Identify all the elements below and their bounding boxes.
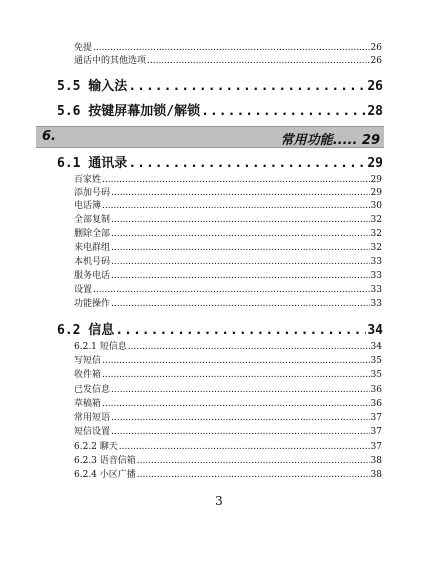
toc-entry[interactable] bbox=[74, 469, 382, 481]
leader-dots bbox=[111, 242, 370, 254]
toc-entry-label: 电话簿 bbox=[74, 201, 102, 211]
toc-entry-page: 38 bbox=[370, 470, 382, 480]
toc-entry-label: 百家姓 bbox=[74, 175, 102, 185]
toc-entry-label: 短信设置 bbox=[74, 427, 111, 437]
toc-entry-page: 37 bbox=[370, 413, 382, 423]
toc-entry-page: 35 bbox=[370, 356, 382, 366]
toc-entry-label: 通话中的其他选项 bbox=[74, 56, 147, 66]
leader-dots bbox=[102, 369, 370, 381]
toc-entry-label: 全部复制 bbox=[74, 215, 111, 225]
toc-entry[interactable] bbox=[74, 384, 382, 396]
toc-entry[interactable] bbox=[74, 228, 382, 240]
toc-entry-label: 6.2.1 短信息 bbox=[74, 342, 127, 352]
toc-entry-page: 33 bbox=[370, 285, 382, 295]
toc-entry[interactable] bbox=[74, 455, 382, 467]
toc-entry[interactable] bbox=[74, 242, 382, 254]
toc-entry-page: 26 bbox=[370, 56, 382, 66]
toc-entry-label: 写短信 bbox=[74, 356, 102, 366]
toc-section-6-2[interactable] bbox=[57, 322, 383, 340]
leader-dots bbox=[111, 270, 370, 282]
leader-dots bbox=[137, 455, 370, 467]
toc-section-page: 29 bbox=[367, 156, 383, 171]
toc-entry[interactable] bbox=[74, 256, 382, 268]
toc-entry[interactable] bbox=[74, 441, 382, 453]
leader-dots bbox=[119, 441, 370, 453]
toc-entry-label: 已发信息 bbox=[74, 385, 111, 395]
toc-entry[interactable] bbox=[74, 284, 382, 296]
leader-dots bbox=[201, 103, 366, 121]
toc-entry-page: 36 bbox=[370, 399, 382, 409]
toc-entry-label: 本机号码 bbox=[74, 257, 111, 267]
toc-section-5-6[interactable] bbox=[57, 103, 383, 121]
toc-section-page: 26 bbox=[367, 79, 383, 94]
leader-dots bbox=[102, 398, 370, 410]
leader-dots bbox=[137, 469, 370, 481]
toc-section-label: 6.2 信息 bbox=[57, 323, 115, 338]
toc-entry[interactable] bbox=[74, 398, 382, 410]
leader-dots bbox=[93, 284, 370, 296]
toc-section-page: 34 bbox=[367, 323, 383, 338]
leader-dots bbox=[128, 341, 370, 353]
toc-entry-label: 6.2.4 小区广播 bbox=[74, 470, 136, 480]
chapter-number: 6. bbox=[42, 129, 56, 144]
toc-entry-page: 26 bbox=[370, 43, 382, 53]
leader-dots bbox=[147, 55, 370, 67]
toc-entry-label: 6.2.2 聊天 bbox=[74, 442, 118, 452]
leader-dots bbox=[102, 174, 370, 186]
toc-entry[interactable] bbox=[74, 412, 382, 424]
leader-dots bbox=[111, 412, 370, 424]
toc-entry-label: 收件箱 bbox=[74, 370, 102, 380]
toc-entry-page: 37 bbox=[370, 442, 382, 452]
leader-dots bbox=[111, 426, 370, 438]
toc-entry[interactable] bbox=[74, 369, 382, 381]
toc-entry-label: 服务电话 bbox=[74, 271, 111, 281]
toc-entry-page: 34 bbox=[370, 342, 382, 352]
toc-entry-page: 29 bbox=[370, 188, 382, 198]
leader-dots bbox=[93, 42, 370, 54]
leader-dots bbox=[111, 187, 370, 199]
chapter-title: 常用功能 bbox=[280, 133, 333, 148]
toc-entry-page: 38 bbox=[370, 456, 382, 466]
toc-entry-page: 33 bbox=[370, 299, 382, 309]
toc-entry-page: 33 bbox=[370, 257, 382, 267]
toc-entry-page: 37 bbox=[370, 427, 382, 437]
toc-entry-page: 35 bbox=[370, 370, 382, 380]
toc-entry[interactable] bbox=[74, 355, 382, 367]
leader-dots bbox=[111, 384, 370, 396]
leader-dots bbox=[111, 256, 370, 268]
leader-dots bbox=[128, 155, 366, 173]
chapter-page: 29 bbox=[361, 133, 380, 148]
toc-entry[interactable] bbox=[74, 214, 382, 226]
toc-entry-label: 设置 bbox=[74, 285, 93, 295]
toc-entry-label: 免提 bbox=[74, 43, 93, 53]
toc-entry-page: 33 bbox=[370, 271, 382, 281]
toc-section-label: 5.5 输入法 bbox=[57, 79, 128, 94]
toc-entry-label: 6.2.3 语音信箱 bbox=[74, 456, 136, 466]
leader-dots bbox=[111, 228, 370, 240]
page-number: 3 bbox=[215, 494, 223, 508]
leader-dots bbox=[111, 298, 370, 310]
toc-entry[interactable] bbox=[74, 426, 382, 438]
toc-section-label: 5.6 按键屏幕加锁/解锁 bbox=[57, 104, 201, 119]
toc-entry[interactable] bbox=[74, 174, 382, 186]
toc-entry-label: 功能操作 bbox=[74, 299, 111, 309]
leader-dots bbox=[102, 200, 370, 212]
toc-entry-call-options[interactable] bbox=[74, 55, 382, 67]
leader-dots bbox=[128, 78, 366, 96]
toc-entry-label: 常用短语 bbox=[74, 413, 111, 423]
toc-entry[interactable] bbox=[74, 187, 382, 199]
chapter-title-group: 常用功能..... 29 bbox=[280, 133, 380, 148]
toc-entry[interactable] bbox=[74, 200, 382, 212]
toc-section-6-1[interactable] bbox=[57, 155, 383, 173]
toc-entry-label: 来电群组 bbox=[74, 243, 111, 253]
leader-dots bbox=[115, 322, 366, 340]
toc-section-page: 28 bbox=[367, 104, 383, 119]
toc-entry[interactable] bbox=[74, 270, 382, 282]
toc-entry-page: 32 bbox=[370, 215, 382, 225]
leader-dots bbox=[102, 355, 370, 367]
toc-chapter-6[interactable] bbox=[36, 126, 384, 148]
leader-dots bbox=[111, 214, 370, 226]
toc-section-label: 6.1 通讯录 bbox=[57, 156, 128, 171]
toc-entry-page: 36 bbox=[370, 385, 382, 395]
toc-entry-label: 添加号码 bbox=[74, 188, 111, 198]
toc-entry-label: 删除全部 bbox=[74, 229, 111, 239]
toc-entry-page: 30 bbox=[370, 201, 382, 211]
toc-entry[interactable] bbox=[74, 298, 382, 310]
toc-entry-page: 29 bbox=[370, 175, 382, 185]
toc-entry-label: 草稿箱 bbox=[74, 399, 102, 409]
toc-entry-page: 32 bbox=[370, 243, 382, 253]
toc-entry-handsfree[interactable] bbox=[74, 42, 382, 54]
toc-section-5-5[interactable] bbox=[57, 78, 383, 96]
toc-entry-page: 32 bbox=[370, 229, 382, 239]
toc-entry[interactable] bbox=[74, 341, 382, 353]
